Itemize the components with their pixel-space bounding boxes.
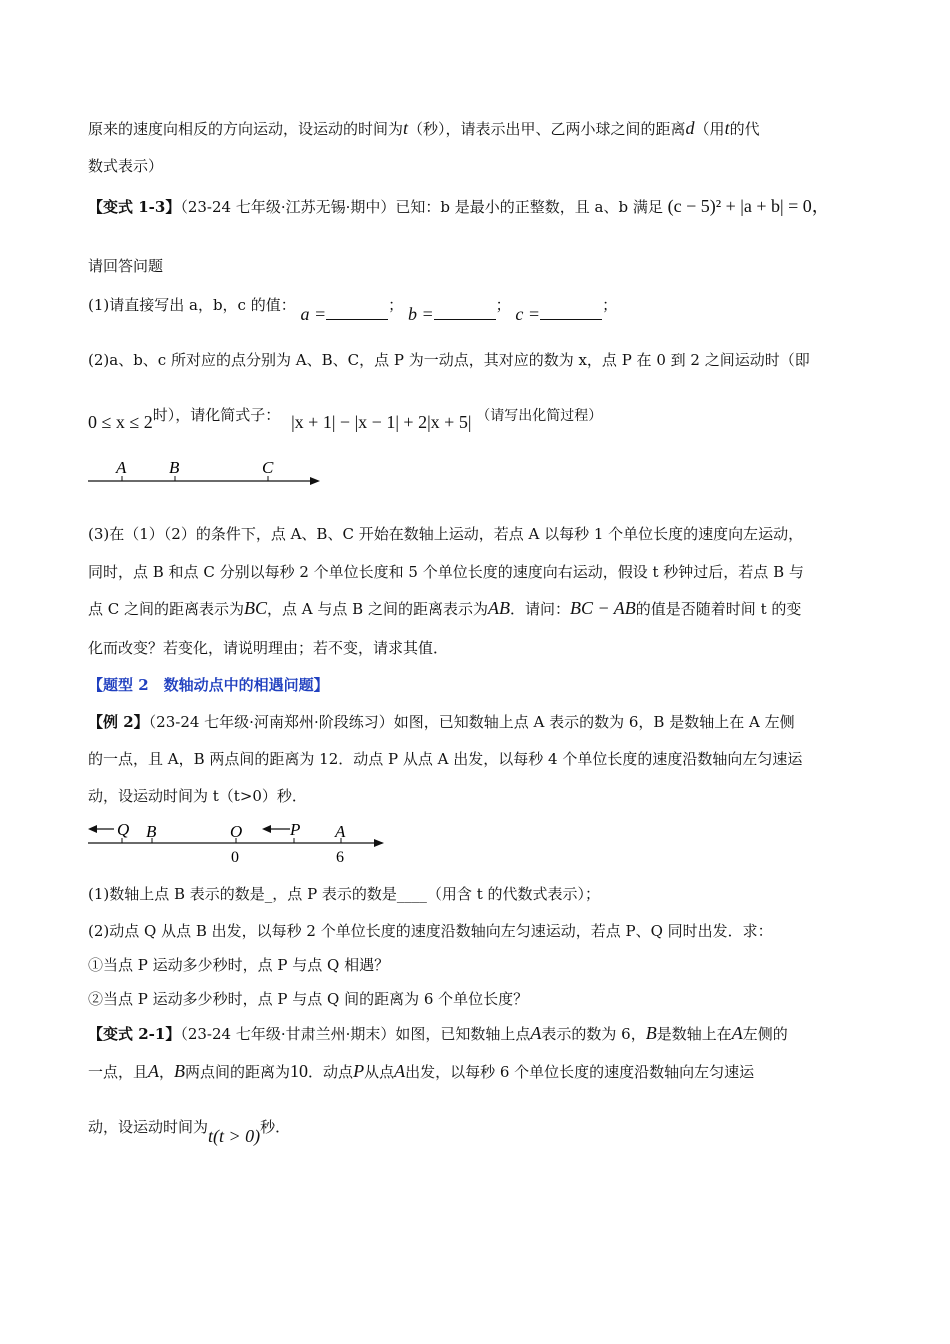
- text: 的代: [729, 120, 760, 138]
- var-P: P: [353, 1061, 365, 1081]
- expression: BC − AB: [569, 598, 636, 618]
- text: （秒），请表示出甲、乙两小球之间的距离: [408, 120, 686, 138]
- text: ．请问：: [509, 600, 570, 618]
- blank-line: [434, 307, 496, 320]
- text: 已知：b 是最小的正整数，且 a、b 满足: [395, 198, 663, 216]
- text: 原来的速度向相反的方向运动，设运动的时间为: [88, 120, 404, 138]
- label-A: A: [116, 458, 127, 477]
- para-line-1: [88, 118, 760, 139]
- expression: t(t > 0): [208, 1126, 261, 1146]
- question-3-line2: 同时，点 B 和点 C 分别以每秒 2 个单位长度和 5 个单位长度的速度向右运动，假设 t 秒钟过后，若点 B 与: [88, 563, 804, 581]
- arrow-right-icon: [310, 477, 320, 485]
- text: 如图，已知数轴上点: [395, 1025, 531, 1043]
- text: 的值是否随着时间 t 的变: [635, 600, 802, 618]
- var-t: t: [724, 118, 730, 138]
- text: 两点间的距离为: [185, 1063, 291, 1081]
- text: (1)请直接写出 a，b，c 的值：: [88, 296, 296, 314]
- example-2-q2: (2)动点 Q 从点 B 出发，以每秒 2 个单位长度的速度沿数轴向左匀速运动，若点 P、Q 同时出发．求：: [88, 922, 773, 940]
- var-A: A: [530, 1023, 542, 1043]
- question-3-line3: [88, 598, 801, 619]
- text: 点 C 之间的距离表示为: [88, 600, 245, 618]
- variant-1-3-line2: 请回答问题: [88, 257, 164, 275]
- answer-b: [408, 306, 496, 324]
- variant-1-3-header: [88, 196, 830, 217]
- condition: 0 ≤ x ≤ 2: [88, 412, 153, 432]
- label-A: A: [335, 822, 346, 841]
- label-a: a =: [300, 304, 327, 324]
- label-b: b =: [407, 304, 434, 324]
- variant-2-1-line3: [88, 1116, 291, 1146]
- example-2-line3: 动，设运动时间为 t（t>0）秒．: [88, 787, 307, 805]
- source: （23-24 七年级·河南郑州·阶段练习）: [148, 713, 394, 731]
- var-B: B: [174, 1061, 186, 1081]
- formula: (c − 5)² + |a + b| = 0，: [667, 196, 830, 216]
- example-2-line2: 的一点，且 A，B 两点间的距离为 12．动点 P 从点 A 出发，以每秒 4 个单位长度的速度沿数轴向左匀速运: [88, 750, 803, 768]
- var-BC: BC: [244, 598, 268, 618]
- var-A: A: [394, 1061, 406, 1081]
- text: ，点 A 与点 B 之间的距离表示为: [267, 600, 488, 618]
- text: （请写出化简过程）: [476, 408, 603, 424]
- semicolon: ；: [388, 296, 404, 314]
- example-2-q2b: ②当点 P 运动多少秒时，点 P 与点 Q 间的距离为 6 个单位长度？: [88, 990, 529, 1008]
- var-AB: AB: [487, 598, 510, 618]
- text: 表示的数为 6，: [541, 1025, 646, 1043]
- question-2-cont: [88, 404, 603, 432]
- variant-tag: 【变式 1-3】: [88, 198, 181, 216]
- label-O: O: [230, 822, 243, 841]
- var-t: t: [403, 118, 409, 138]
- number-line-2: [80, 815, 400, 867]
- variant-tag: 【变式 2-1】: [88, 1025, 181, 1043]
- label-Q: Q: [117, 820, 130, 839]
- section-title: 【题型 2 数轴动点中的相遇问题】: [88, 676, 329, 694]
- label-B: B: [169, 458, 180, 477]
- text: 出发，以每秒 6 个单位长度的速度沿数轴向左匀速运: [405, 1063, 755, 1081]
- source: （23-24 七年级·甘肃兰州·期末）: [180, 1025, 396, 1043]
- text: （用: [694, 120, 725, 138]
- number-line-1: [80, 455, 330, 495]
- example-2-q2a: ①当点 P 运动多少秒时，点 P 与点 Q 相遇？: [88, 956, 390, 974]
- text: 左侧的: [742, 1025, 788, 1043]
- question-1: [88, 294, 618, 324]
- arrow-right-icon: [374, 839, 384, 847]
- text: 一点，且: [88, 1063, 149, 1081]
- arrow-left-icon: [88, 825, 97, 833]
- text: 从点: [364, 1063, 395, 1081]
- question-3-line1: (3)在（1）（2）的条件下，点 A、B、C 开始在数轴上运动，若点 A 以每秒 1 个单位长度的速度向左运动，: [88, 525, 804, 543]
- variant-2-1-line2: [88, 1061, 754, 1082]
- example-tag: 【例 2】: [88, 713, 149, 731]
- var-A: A: [731, 1023, 743, 1043]
- para-line-2: 数式表示）: [88, 157, 164, 175]
- example-2-q1: (1)数轴上点 B 表示的数是_，点 P 表示的数是____（用含 t 的代数式表示）；: [88, 885, 601, 903]
- text: 是数轴上在: [656, 1025, 732, 1043]
- text: 秒．: [260, 1118, 291, 1136]
- semicolon: ；: [495, 296, 511, 314]
- text: 动，设运动时间为: [88, 1118, 209, 1136]
- semicolon: ；: [602, 296, 618, 314]
- var-B: B: [645, 1023, 657, 1043]
- source: （23-24 七年级·江苏无锡·期中）: [180, 198, 396, 216]
- expression: |x + 1| − |x − 1| + 2|x + 5|: [291, 412, 472, 432]
- question-3-line4: 化而改变？若变化，请说明理由；若不变，请求其值．: [88, 639, 449, 657]
- text: ．动点: [308, 1063, 354, 1081]
- label-c: c =: [515, 304, 541, 324]
- variant-2-1-header: [88, 1023, 788, 1044]
- text: 时），请化简式子：: [152, 406, 281, 424]
- var-d: d: [685, 118, 695, 138]
- example-2-header: [88, 712, 795, 732]
- label-P: P: [290, 820, 301, 839]
- label-B: B: [146, 822, 157, 841]
- text: ，: [159, 1063, 175, 1081]
- blank-line: [326, 307, 388, 320]
- tick-label-6: 6: [336, 849, 344, 866]
- value-10: 10: [290, 1061, 309, 1081]
- answer-c: [515, 306, 602, 324]
- tick-label-0: 0: [231, 849, 239, 866]
- label-C: C: [262, 458, 274, 477]
- text: 如图，已知数轴上点 A 表示的数为 6，B 是数轴上在 A 左侧: [393, 713, 795, 731]
- question-2: (2)a、b、c 所对应的点分别为 A、B、C，点 P 为一动点，其对应的数为 x，点 P 在 0 到 2 之间运动时（即: [88, 351, 810, 369]
- var-A: A: [148, 1061, 160, 1081]
- answer-a: [301, 306, 389, 324]
- arrow-left-icon: [262, 825, 271, 833]
- blank-line: [540, 307, 602, 320]
